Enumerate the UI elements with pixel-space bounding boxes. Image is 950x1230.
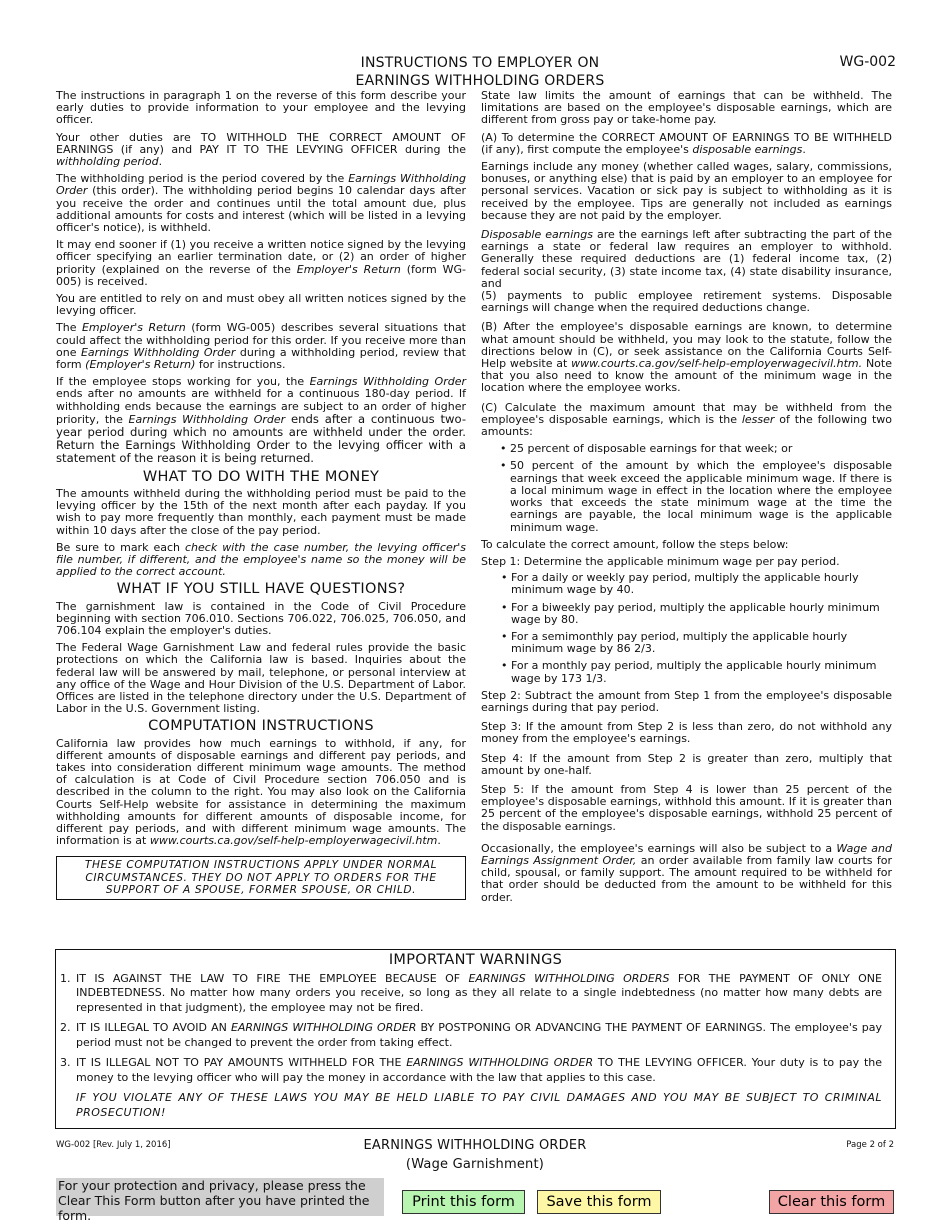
list-item: • 25 percent of disposable earnings for that week; or: [481, 443, 892, 455]
list-lesser-amounts: [481, 443, 892, 533]
list-item: • For a daily or weekly pay period, multiply the applicable hourly minimum wage by 40.: [481, 572, 892, 596]
privacy-note: For your protection and privacy, please press the Clear This Form button after you have printed the form.: [56, 1178, 384, 1216]
paragraph-step-c: (C) Calculate the maximum amount that may be withheld from the employee's disposable earnings, which is the lesser of the following two amounts:: [481, 400, 892, 439]
warnings-final-statement: IF YOU VIOLATE ANY OF THESE LAWS YOU MAY BE HELD LIABLE TO PAY CIVIL DAMAGES AND YOU MAY BE SUBJECT TO CRIMINAL PROSECUTION!: [76, 1091, 882, 1119]
paragraph-employers-return: The Employer's Return (form WG-005) describes several situations that could affect the withholding period for this order. If you receive more than one Earnings Withholding Order during a withholding period, review that form (Employer's Return) for instructions.: [56, 321, 466, 372]
list-item: • For a monthly pay period, multiply the applicable hourly minimum wage by 173 1/3.: [481, 660, 892, 684]
page-title-line-2: EARNINGS WITHHOLDING ORDERS: [355, 73, 605, 89]
warnings-title: IMPORTANT WARNINGS: [388, 952, 563, 968]
save-form-button[interactable]: Save this form: [537, 1190, 661, 1214]
paragraph-payment-timing: The amounts withheld during the withholding period must be paid to the levying officer by the 15th of the next month after each payday. If you wish to pay more frequently than monthly, each payment must be made within 10 days after the close of the pay period.: [56, 486, 466, 537]
footer-subtitle-line: (Wage Garnishment): [405, 1157, 545, 1172]
paragraph-federal-law: The Federal Wage Garnishment Law and federal rules provide the basic protections on which the California law is based. Inquiries about the federal law will be answered by mail, telephone, or personal interview at any office of the Wage and Hour Division of the U.S. Department of Labor. Offices are listed in the telephone directory under the U.S. Department of Labor in the U.S. Government listing.: [56, 641, 466, 716]
page-title-line-1: INSTRUCTIONS TO EMPLOYER ON: [360, 55, 600, 71]
left-column: [56, 90, 466, 900]
heading-what-to-do-with-money: WHAT TO DO WITH THE MONEY: [142, 468, 380, 485]
warnings-list: [56, 972, 895, 1086]
heading-questions: WHAT IF YOU STILL HAVE QUESTIONS?: [116, 581, 406, 598]
paragraph-california-law: California law provides how much earnings to withhold, if any, for different amounts of disposable earnings and different pay periods, and takes into consideration different minimum wage amounts. The method of calculation is at Code of Civil Procedure section 706.050 and is described in the column to the right. You may also look on the California Courts Self-Help website for assistance in determining the maximum withholding amounts for different amounts of disposable income, for different pay periods, and with different minimum wage amounts. The information is at www.courts.ca.gov/self-help-employerwagecivil.htm.: [56, 736, 466, 848]
warning-item: 1. IT IS AGAINST THE LAW TO FIRE THE EMPLOYEE BECAUSE OF EARNINGS WITHHOLDING ORDERS FOR THE PAYMENT OF ONLY ONE INDEBTEDNESS. No matter how many orders you receive, so long as they all relate to a single indebtedness (no matter how many debts are represented in that judgment), the employee may not be fired.: [60, 971, 882, 1014]
step-1: Step 1: Determine the applicable minimum wage per pay period.: [481, 554, 840, 568]
important-warnings-box: [55, 949, 896, 1129]
revision-date: WG-002 [Rev. July 1, 2016]: [56, 1140, 171, 1150]
paragraph-step-b: (B) After the employee's disposable earnings are known, to determine what amount should be withheld, you may look to the statute, follow the directions below in (C), or seek assistance on the California Courts Self-Help website at www.courts.ca.gov/self-help-employerwagecivil.htm. Note that you also need to know the amount of the minimum wage in the location where the employee works.: [481, 320, 892, 395]
paragraph-earnings-definition: Earnings include any money (whether called wages, salary, commissions, bonuses, or anything else) that is paid by an employer to an employee for personal services. Vacation or sick pay is subject to withholding as it is received by the employee. Tips are generally not included as earnings because they are not paid by the employer.: [481, 160, 892, 222]
step-3: Step 3: If the amount from Step 2 is less than zero, do not withhold any money from the employee's earnings.: [481, 720, 892, 746]
computation-note-box: THESE COMPUTATION INSTRUCTIONS APPLY UNDER NORMAL CIRCUMSTANCES. THEY DO NOT APPLY TO ORDERS FOR THE SUPPORT OF A SPOUSE, FORMER SPOUSE, OR CHILD.: [56, 856, 466, 900]
step-2: Step 2: Subtract the amount from Step 1 from the employee's disposable earnings during that pay period.: [481, 688, 892, 714]
footer-title-line: EARNINGS WITHHOLDING ORDER: [363, 1138, 587, 1153]
paragraph-garnishment-law: The garnishment law is contained in the Code of Civil Procedure beginning with section 706.010. Sections 706.022, 706.025, 706.050, and 706.104 explain the employer's duties.: [56, 599, 466, 637]
list-item: • 50 percent of the amount by which the employee's disposable earnings that week exceed the applicable minimum wage. If there is a local minimum wage in effect in the location where the employee works that exceeds the state minimum wage at the time the earnings are payable, the local minimum wage is the applicable minimum wage.: [481, 460, 892, 533]
warning-item: 3. IT IS ILLEGAL NOT TO PAY AMOUNTS WITHHELD FOR THE EARNINGS WITHHOLDING ORDER TO THE LEVYING OFFICER. Your duty is to pay the money to the levying officer who will pay the money in accordance with the law that applies to this case.: [60, 1056, 882, 1084]
form-number: WG-002: [839, 54, 896, 70]
list-item: • For a semimonthly pay period, multiply the applicable hourly minimum wage by 86 2/3.: [481, 631, 892, 655]
paragraph-employee-stops-working: If the employee stops working for you, the Earnings Withholding Order ends after no amounts are withheld for a continuous 180-day period. If withholding ends because the earnings are subject to an order of higher priority, the Earnings Withholding Order ends after a continuous two-year period during which no amounts are withheld under the order. Return the Earnings Withholding Order to the levying officer with a statement of the reason it is being returned.: [56, 375, 467, 466]
clear-form-button[interactable]: Clear this form: [769, 1190, 894, 1214]
self-help-url: www.courts.ca.gov/self-help-employerwagecivil.htm: [149, 834, 438, 848]
heading-computation-instructions: COMPUTATION INSTRUCTIONS: [148, 718, 374, 735]
paragraph-mark-check: Be sure to mark each check with the case number, the levying officer's file number, if different, and the employee's name so the money will be applied to the correct account.: [56, 540, 467, 579]
paragraph-wage-assignment: Occasionally, the employee's earnings will also be subject to a Wage and Earnings Assignment Order, an order available from family law courts for child, spousal, or family support. The amount required to be withheld for that order should be deducted from the amount to be withheld for this order.: [481, 841, 893, 904]
list-pay-periods: [481, 572, 892, 685]
footer-title: [330, 1136, 620, 1174]
paragraph-withholding-period: The withholding period is the period covered by the Earnings Withholding Order (this order). The withholding period begins 10 calendar days after you receive the order and continues until the total amount due, plus additional amounts for costs and interest (which will be listed in a levying officer's notice), is withheld.: [56, 172, 466, 235]
step-5: Step 5: If the amount from Step 4 is lower than 25 percent of the employee's disposable earnings, withhold this amount. If it is greater than 25 percent of the employee's disposable earnings, withhold 25 percent of the disposable earnings.: [481, 782, 892, 833]
page-title: [330, 54, 630, 90]
paragraph-end-sooner: It may end sooner if (1) you receive a written notice signed by the levying officer specifying an earlier termination date, or (2) an order of higher priority (explained on the reverse of the Employer's Return (form WG-005) is received.: [56, 238, 466, 288]
paragraph-steps-intro: To calculate the correct amount, follow the steps below:: [481, 537, 789, 551]
paragraph-disposable-earnings: Disposable earnings are the earnings left after subtracting the part of the earnings a state or federal law requires an employer to withhold. Generally these required deductions are (1) federal income tax, (2) federal social security, (3) state income tax, (4) state disability insurance, and (5) payments to public employee retirement systems. Disposable earnings will change when the required deductions change.: [481, 228, 892, 315]
paragraph-early-duties: The instructions in paragraph 1 on the reverse of this form describe your early duties to provide information to your employee and the levying officer.: [56, 89, 466, 127]
self-help-url-2: www.courts.ca.gov/self-help-employerwagecivil.htm.: [571, 357, 863, 371]
paragraph-other-duties: Your other duties are TO WITHHOLD THE CORRECT AMOUNT OF EARNINGS (if any) and PAY IT TO THE LEVYING OFFICER during the withholding period.: [56, 130, 466, 169]
print-form-button[interactable]: Print this form: [402, 1190, 525, 1214]
step-4: Step 4: If the amount from Step 2 is greater than zero, multiply that amount by one-half.: [481, 751, 892, 777]
paragraph-state-law-limits: State law limits the amount of earnings that can be withheld. The limitations are based on the employee's disposable earnings, which are different from gross pay or take-home pay.: [481, 89, 892, 127]
paragraph-step-a: (A) To determine the CORRECT AMOUNT OF EARNINGS TO BE WITHHELD (if any), first compute the employee's disposable earnings.: [481, 130, 892, 156]
paragraph-rely-on-notices: You are entitled to rely on and must obey all written notices signed by the levying officer.: [56, 292, 466, 318]
warning-item: 2. IT IS ILLEGAL TO AVOID AN EARNINGS WITHHOLDING ORDER BY POSTPONING OR ADVANCING THE PAYMENT OF EARNINGS. The employee's pay period must not be changed to prevent the order from taking effect.: [60, 1021, 882, 1049]
right-column: [481, 90, 892, 909]
list-item: • For a biweekly pay period, multiply the applicable hourly minimum wage by 80.: [481, 602, 892, 626]
page-number: Page 2 of 2: [846, 1140, 894, 1150]
